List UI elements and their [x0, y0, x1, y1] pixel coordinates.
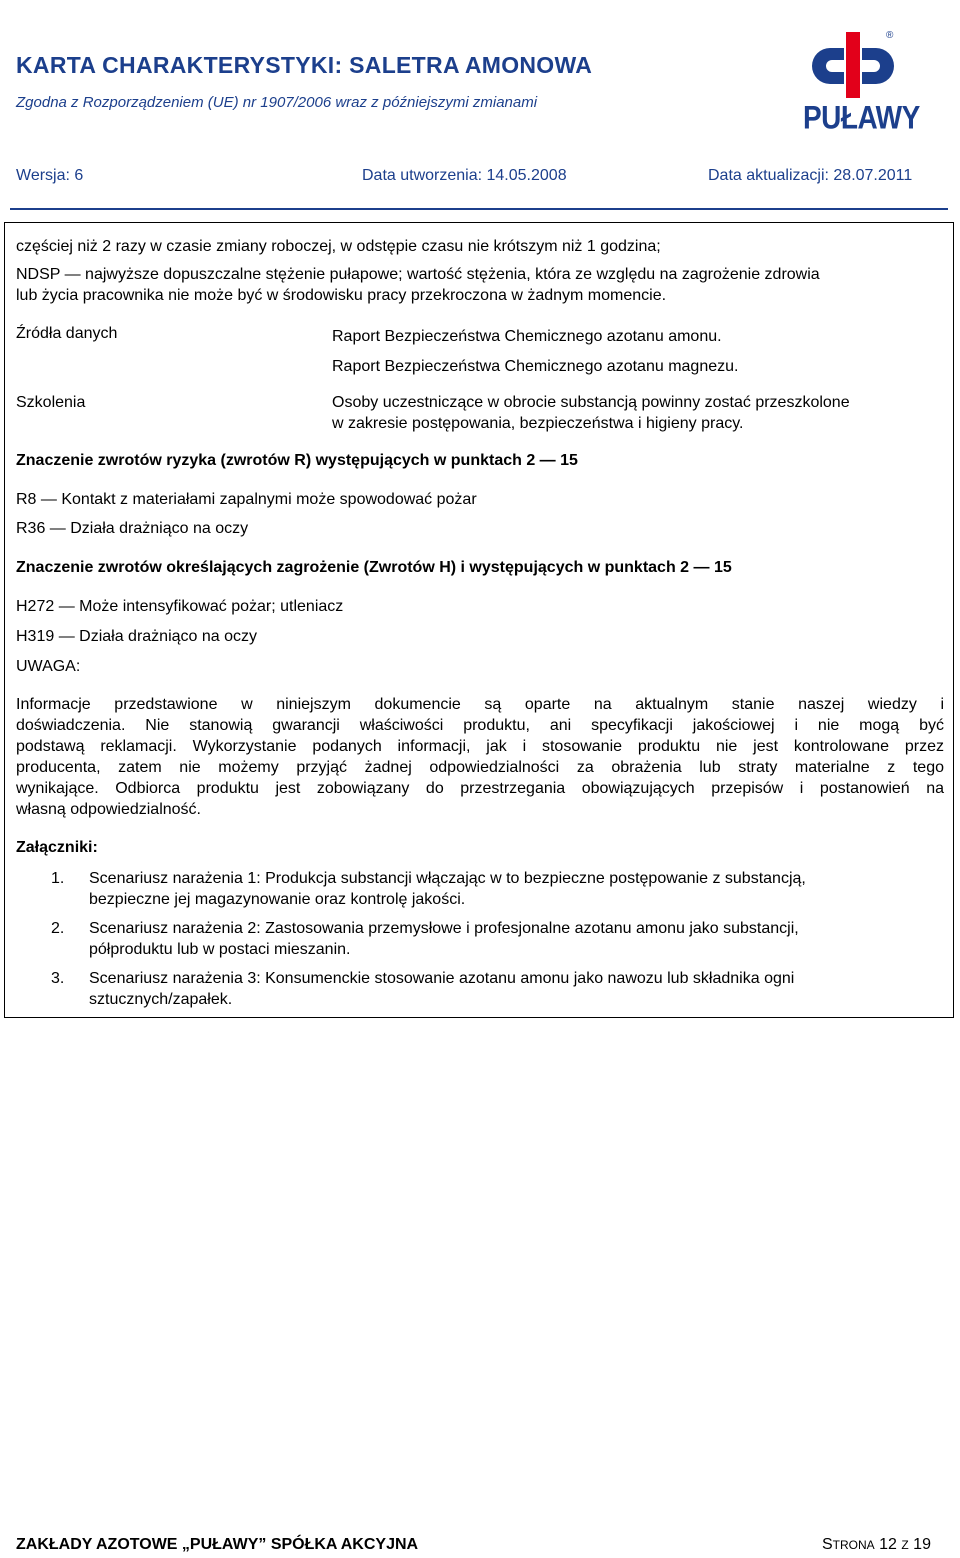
ndsp-definition-line-2: lub życia pracownika nie może być w środowisku pracy przekroczona w żadnym momencie.	[16, 287, 667, 304]
attachment-text-line: półproduktu lub w postaci mieszanin.	[89, 941, 351, 958]
note-text-line: podstawą reklamacji. Wykorzystanie podanych informacji, jak i stosowanie produktu nie jest kontrolowane przez	[16, 738, 944, 755]
attachment-number: 2.	[51, 920, 65, 937]
h-phrase-item: H272 — Może intensyfikować pożar; utleniacz	[16, 598, 344, 615]
h-phrases-heading: Znaczenie zwrotów określających zagrożenie (Zwrotów H) i występujących w punktach 2 — 15	[16, 559, 732, 576]
attachment-text-line: Scenariusz narażenia 2: Zastosowania przemysłowe i profesjonalne azotanu amonu jako substancji,	[89, 920, 799, 937]
h-phrase-item: H319 — Działa drażniąco na oczy	[16, 628, 258, 645]
page-number	[822, 1536, 931, 1554]
training-label: Szkolenia	[16, 394, 86, 411]
r-phrases-heading: Znaczenie zwrotów ryzyka (zwrotów R) występujących w punktach 2 — 15	[16, 452, 578, 469]
attachment-number: 3.	[51, 970, 65, 987]
note-text-line: doświadczenia. Nie stanowią gwarancji właściwości produktu, ani specyfikacji jakościowej i nie mogą być	[16, 717, 944, 734]
updated-date: Data aktualizacji: 28.07.2011	[708, 167, 913, 184]
note-label: UWAGA:	[16, 658, 81, 675]
pulawy-logo	[800, 26, 920, 138]
registered-mark: ®	[886, 30, 894, 41]
ndsp-definition-line-1: NDSP — najwyższe dopuszczalne stężenie pułapowe; wartość stężenia, która ze względu na zagrożenie zdrowia	[16, 266, 820, 283]
exposure-text-line: częściej niż 2 razy w czasie zmiany roboczej, w odstępie czasu nie krótszym niż 1 godzina;	[16, 238, 661, 255]
footer-company: ZAKŁADY AZOTOWE „PUŁAWY” SPÓŁKA AKCYJNA	[16, 1536, 419, 1553]
training-text-line-2: w zakresie postępowania, bezpieczeństwa i higieny pracy.	[332, 415, 744, 432]
note-text-line: producenta, zatem nie możemy przyjąć żadnej odpowiedzialności za obrażenia lub straty materialne z tego	[16, 759, 944, 776]
note-text-line: Informacje przedstawione w niniejszym dokumencie są oparte na aktualnym stanie naszej wiedzy i	[16, 696, 944, 713]
attachment-text-line: sztucznych/zapałek.	[89, 991, 233, 1008]
page-label-cap: S	[822, 1536, 833, 1553]
pulawy-logo-mark-icon	[800, 26, 910, 106]
r-phrase-item: R8 — Kontakt z materiałami zapalnymi może spowodować pożar	[16, 491, 477, 508]
page-total: 19	[913, 1536, 931, 1553]
r-phrase-item: R36 — Działa drażniąco na oczy	[16, 520, 249, 537]
page-label-rest: TRONA	[832, 1538, 875, 1552]
page-of: Z	[901, 1538, 909, 1552]
attachment-number: 1.	[51, 870, 65, 887]
note-text-line: własną odpowiedzialność.	[16, 801, 201, 818]
data-sources-label: Źródła danych	[16, 325, 118, 342]
data-source-item: Raport Bezpieczeństwa Chemicznego azotanu amonu.	[332, 328, 722, 345]
attachment-text-line: Scenariusz narażenia 3: Konsumenckie stosowanie azotanu amonu jako nawozu lub składnika ogni	[89, 970, 795, 987]
regulation-subtitle: Zgodna z Rozporządzeniem (UE) nr 1907/2006 wraz z późniejszymi zmianami	[16, 94, 538, 111]
attachments-label: Załączniki:	[16, 839, 98, 856]
attachment-text-line: bezpieczne jej magazynowanie oraz kontrolę jakości.	[89, 891, 466, 908]
header-divider	[10, 208, 948, 210]
created-date: Data utworzenia: 14.05.2008	[362, 167, 567, 184]
training-text-line-1: Osoby uczestniczące w obrocie substancją powinny zostać przeszkolone	[332, 394, 850, 411]
version-label: Wersja: 6	[16, 167, 84, 184]
page-current: 12	[879, 1536, 897, 1553]
attachment-text-line: Scenariusz narażenia 1: Produkcja substancji włączając w to bezpieczne postępowanie z substancją,	[89, 870, 806, 887]
note-text-line: wynikające. Odbiorca produktu jest zobowiązany do przestrzegania obowiązujących przepisów i postanowień na	[16, 780, 944, 797]
data-source-item: Raport Bezpieczeństwa Chemicznego azotanu magnezu.	[332, 358, 739, 375]
document-title: KARTA CHARAKTERYSTYKI: SALETRA AMONOWA	[16, 52, 593, 78]
logo-wordmark: PUŁAWY	[803, 99, 920, 136]
